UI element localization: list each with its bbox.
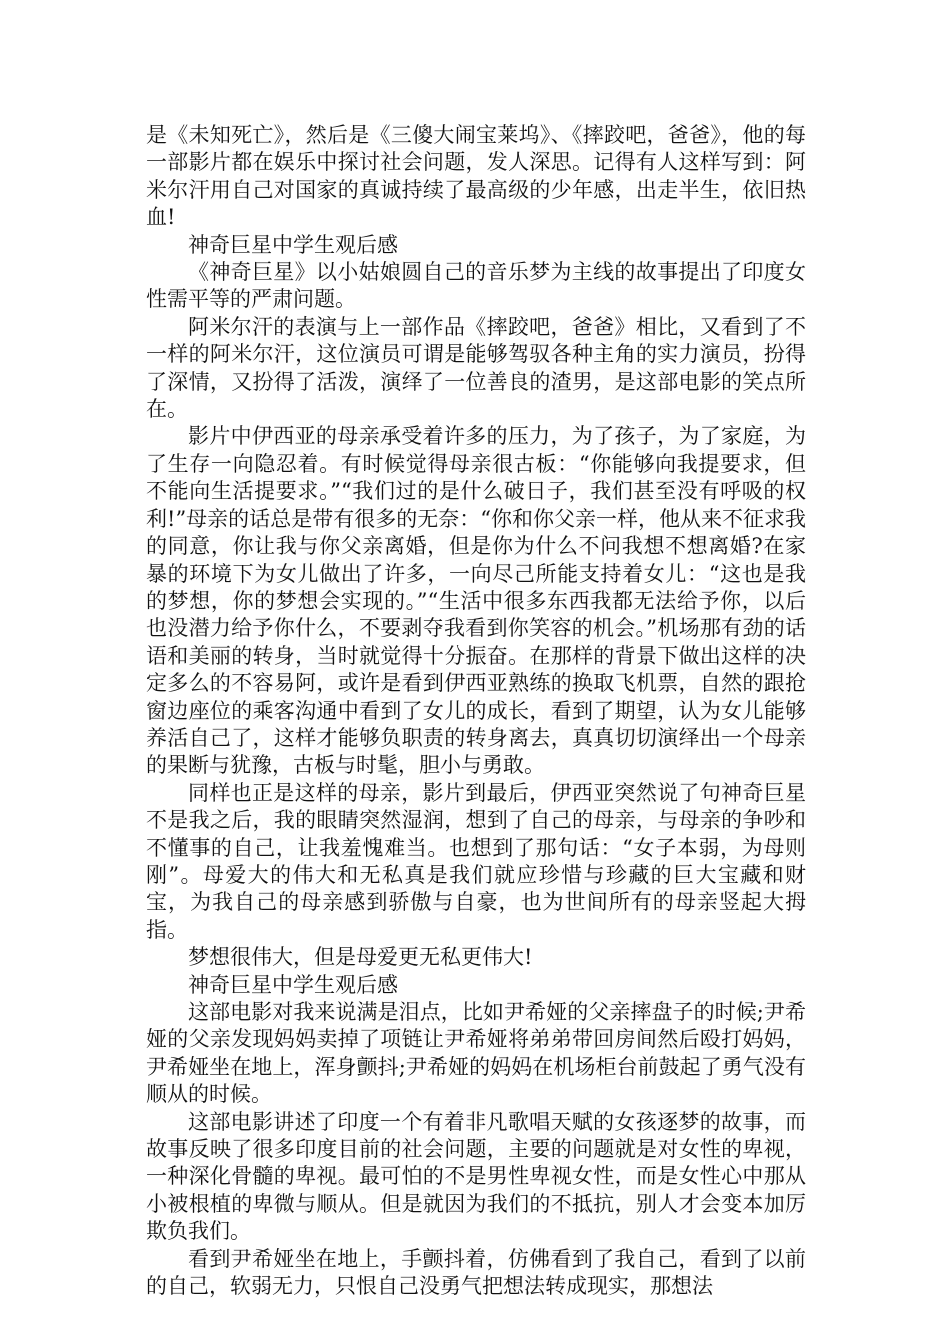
document-page (146, 122, 806, 1300)
paragraph: 同样也正是这样的母亲，影片到最后，伊西亚突然说了句神奇巨星不是我之后，我的眼睛突然湿润，想到了自己的母亲，与母亲的争吵和不懂事的自己，让我羞愧难当。也想到了那句话：“女子本弱，为母则刚”。母爱大的伟大和无私真是我们就应珍惜与珍藏的巨大宝藏和财宝，为我自己的母亲感到骄傲与自豪，也为世间所有的母亲竖起大拇指。 (146, 780, 806, 942)
paragraph: 梦想很伟大，但是母爱更无私更伟大! (188, 945, 533, 970)
section-heading: 神奇巨星中学生观后感 (188, 972, 398, 997)
paragraph: 影片中伊西亚的母亲承受着许多的压力，为了孩子，为了家庭，为了生存一向隐忍着。有时候觉得母亲很古板：“你能够向我提要求，但不能向生活提要求。”“我们过的是什么破日子，我们甚至没有呼吸的权利!”母亲的话总是带有很多的无奈：“你和你父亲一样，他从来不征求我的同意，你让我与你父亲离婚，但是你为什么不问我想不想离婚?在家暴的环境下为女儿做出了许多，一向尽己所能支持着女儿：“这也是我的梦想，你的梦想会实现的。”“生活中很多东西我都无法给予你，以后也没潜力给予你什么，不要剥夺我看到你笑容的机会。”机场那有劲的话语和美丽的转身，当时就觉得十分振奋。在那样的背景下做出这样的决定多么的不容易阿，或许是看到伊西亚熟练的换取飞机票，自然的跟抢窗边座位的乘客沟通中看到了女儿的成长，看到了期望，认为女儿能够养活自己了，这样才能够负职责的转身离去，真真切切演绎出一个母亲的果断与犹豫，古板与时髦，胆小与勇敢。 (146, 424, 806, 778)
paragraph: 阿米尔汗的表演与上一部作品《摔跤吧，爸爸》相比，又看到了不一样的阿米尔汗，这位演员可谓是能够驾驭各种主角的实力演员，扮得了深情，又扮得了活泼，演绎了一位善良的渣男，是这部电影的笑点所在。 (146, 314, 806, 422)
paragraph: 这部电影讲述了印度一个有着非凡歌唱天赋的女孩逐梦的故事，而故事反映了很多印度目前的社会问题，主要的问题就是对女性的卑视，一种深化骨髓的卑视。最可怕的不是男性卑视女性，而是女性心中那从小被根植的卑微与顺从。但是就因为我们的不抵抗，别人才会变本加厉欺负我们。 (146, 1109, 806, 1244)
paragraph: 这部电影对我来说满是泪点，比如尹希娅的父亲摔盘子的时候;尹希娅的父亲发现妈妈卖掉了项链让尹希娅将弟弟带回房间然后殴打妈妈，尹希娅坐在地上，浑身颤抖;尹希娅的妈妈在机场柜台前鼓起了勇气没有顺从的时候。 (146, 1000, 806, 1107)
paragraph: 看到尹希娅坐在地上，手颤抖着，仿佛看到了我自己，看到了以前的自己，软弱无力，只恨自己没勇气把想法转成现实，那想法 (146, 1246, 806, 1299)
paragraph-continuation: 是《未知死亡》，然后是《三傻大闹宝莱坞》、《摔跤吧，爸爸》，他的每一部影片都在娱乐中探讨社会问题，发人深思。记得有人这样写到：阿米尔汗用自己对国家的真诚持续了最高级的少年感，出走半生，依旧热血! (146, 123, 806, 230)
paragraph: 《神奇巨星》以小姑娘圆自己的音乐梦为主线的故事提出了印度女性需平等的严肃问题。 (146, 260, 806, 312)
section-heading: 神奇巨星中学生观后感 (188, 232, 398, 257)
